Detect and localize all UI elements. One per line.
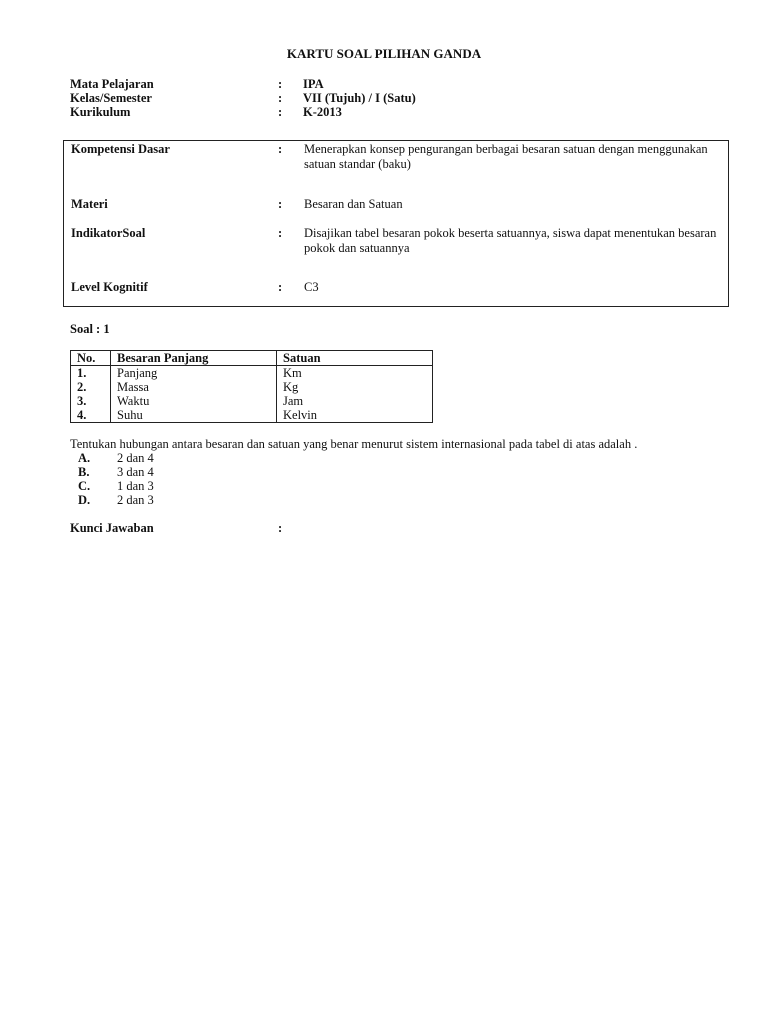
table-row [71, 394, 433, 408]
colon: : [278, 105, 283, 119]
table-header-row [71, 351, 433, 366]
question-text: Tentukan hubungan antara besaran dan satuan yang benar menurut sistem internasional pada tabel di atas adalah . [70, 437, 638, 451]
header-label: Kurikulum [70, 105, 131, 119]
box-label: Kompetensi Dasar [71, 142, 170, 156]
table-cell: Kg [277, 380, 433, 394]
option-key: A. [78, 451, 91, 465]
box-value: Disajikan tabel besaran pokok beserta satuannya, siswa dapat menentukan besaran pokok dan satuannya [304, 226, 717, 255]
table-cell: Waktu [111, 394, 277, 408]
colon: : [278, 521, 283, 535]
table-header: No. [71, 351, 111, 366]
colon: : [278, 91, 283, 105]
colon: : [278, 77, 283, 91]
header-value: K-2013 [303, 105, 342, 119]
colon: : [278, 142, 283, 156]
option-text: 1 dan 3 [117, 479, 154, 493]
box-value: C3 [304, 280, 319, 294]
table-cell: 4. [71, 408, 111, 423]
header-value: VII (Tujuh) / I (Satu) [303, 91, 416, 105]
header-value: IPA [303, 77, 324, 91]
box-label: Level Kognitif [71, 280, 148, 294]
header-label: Kelas/Semester [70, 91, 152, 105]
option-text: 2 dan 3 [117, 493, 154, 507]
table-row [71, 408, 433, 423]
colon: : [278, 226, 283, 240]
table-header: Besaran Panjang [111, 351, 277, 366]
soal-number: Soal : 1 [70, 322, 110, 336]
option-key: C. [78, 479, 91, 493]
table-cell: Suhu [111, 408, 277, 423]
answer-key-label: Kunci Jawaban [70, 521, 154, 535]
box-label: IndikatorSoal [71, 226, 146, 240]
box-value: Menerapkan konsep pengurangan berbagai besaran satuan dengan menggunakan satuan standar (baku) [304, 142, 708, 171]
table-cell: 3. [71, 394, 111, 408]
table-header: Satuan [277, 351, 433, 366]
option-text: 2 dan 4 [117, 451, 154, 465]
table-cell: 1. [71, 366, 111, 381]
table-cell: Massa [111, 380, 277, 394]
box-label: Materi [71, 197, 108, 211]
table-cell: Kelvin [277, 408, 433, 423]
option-key: D. [78, 493, 91, 507]
option-key: B. [78, 465, 90, 479]
option-text: 3 dan 4 [117, 465, 154, 479]
card-title: KARTU SOAL PILIHAN GANDA [286, 46, 482, 61]
table-cell: 2. [71, 380, 111, 394]
table-cell: Km [277, 366, 433, 381]
table-row [71, 380, 433, 394]
table-cell: Panjang [111, 366, 277, 381]
table-row [71, 366, 433, 381]
header-label: Mata Pelajaran [70, 77, 154, 91]
table-cell: Jam [277, 394, 433, 408]
colon: : [278, 280, 283, 294]
colon: : [278, 197, 283, 211]
box-value: Besaran dan Satuan [304, 197, 403, 211]
question-table [70, 350, 433, 423]
competency-box [63, 140, 729, 307]
